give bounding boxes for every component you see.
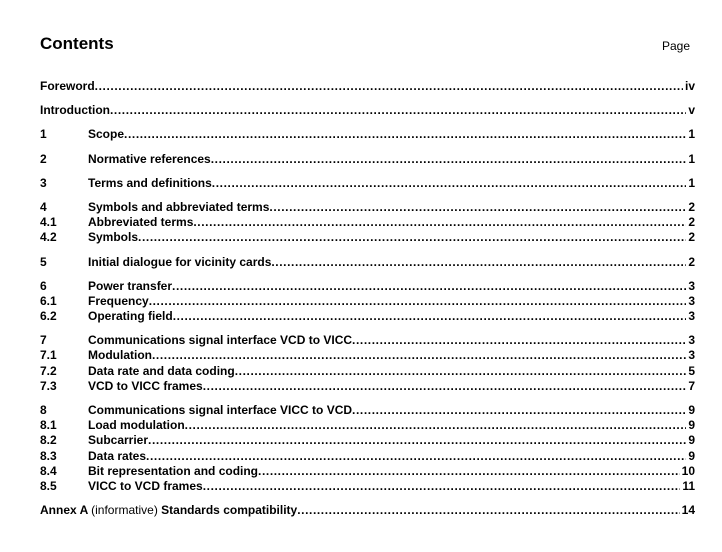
toc-leader-dots bbox=[124, 127, 686, 142]
toc-entry[interactable] bbox=[40, 279, 695, 294]
toc-entry-page: 14 bbox=[681, 503, 695, 518]
toc-entry-annex-a[interactable] bbox=[40, 503, 695, 518]
page-column-label: Page bbox=[661, 39, 690, 53]
toc-group bbox=[40, 333, 695, 394]
toc-group-annex bbox=[40, 503, 695, 518]
toc-entry-title: Foreword bbox=[40, 79, 95, 93]
toc-leader-dots bbox=[212, 176, 687, 191]
toc-entry-page: 1 bbox=[688, 175, 695, 190]
toc-entry[interactable] bbox=[40, 152, 695, 167]
contents-title: Contents bbox=[40, 34, 114, 53]
toc-entry-number: 5 bbox=[40, 254, 47, 269]
toc-group bbox=[40, 200, 695, 246]
toc-entry[interactable] bbox=[40, 255, 695, 270]
toc-entry-page: 10 bbox=[681, 463, 695, 478]
toc-entry-title: Initial dialogue for vicinity cards bbox=[88, 254, 272, 269]
toc-group bbox=[40, 403, 695, 494]
toc-leader-dots bbox=[193, 215, 686, 230]
toc-entry-title: Normative references bbox=[88, 151, 211, 166]
toc-entry-page: 9 bbox=[688, 433, 695, 448]
toc-entry-number: 4 bbox=[40, 199, 47, 214]
toc-entry-number: 8 bbox=[40, 403, 47, 417]
toc-entry-title bbox=[40, 503, 297, 518]
toc-leader-dots bbox=[258, 464, 680, 479]
table-of-contents bbox=[40, 79, 695, 518]
toc-entry-page: 2 bbox=[688, 215, 695, 230]
toc-entry-title: Scope bbox=[88, 127, 125, 142]
toc-entry-title: Introduction bbox=[40, 103, 110, 118]
toc-entry[interactable] bbox=[40, 215, 695, 230]
annex-title: Standards compatibility bbox=[161, 503, 298, 518]
toc-entry[interactable] bbox=[40, 364, 695, 379]
toc-entry-title: Operating field bbox=[88, 309, 173, 324]
toc-entry-page: 3 bbox=[688, 348, 695, 363]
toc-entry[interactable] bbox=[40, 449, 695, 464]
toc-entry-title: Modulation bbox=[88, 348, 152, 363]
toc-entry[interactable] bbox=[40, 464, 695, 479]
toc-entry-page: 5 bbox=[688, 363, 695, 378]
toc-entry-page: 2 bbox=[688, 199, 695, 214]
toc-leader-dots bbox=[110, 103, 686, 118]
toc-entry-page: v bbox=[688, 103, 695, 118]
toc-entry-title: Subcarrier bbox=[88, 433, 149, 448]
toc-leader-dots bbox=[185, 418, 687, 433]
toc-leader-dots bbox=[271, 255, 686, 270]
toc-entry-number: 7.1 bbox=[40, 348, 57, 363]
toc-leader-dots bbox=[173, 309, 687, 324]
toc-entry-number: 6 bbox=[40, 278, 47, 293]
toc-entry-number: 6.2 bbox=[40, 309, 57, 324]
toc-entry-number: 8.3 bbox=[40, 448, 57, 463]
toc-leader-dots bbox=[149, 294, 687, 309]
toc-entry-number: 8.5 bbox=[40, 478, 57, 493]
toc-entry-page: 9 bbox=[688, 448, 695, 463]
toc-group bbox=[40, 176, 695, 191]
toc-entry-title: Terms and definitions bbox=[88, 175, 212, 190]
toc-entry-page: 2 bbox=[688, 254, 695, 269]
toc-entry-number: 4.1 bbox=[40, 215, 57, 230]
toc-entry-page: 1 bbox=[688, 127, 695, 142]
toc-entry-title: Frequency bbox=[88, 293, 149, 308]
toc-leader-dots bbox=[148, 433, 686, 448]
toc-entry-title: VCD to VICC frames bbox=[88, 378, 203, 393]
toc-leader-dots bbox=[138, 230, 686, 245]
annex-label: Annex A bbox=[40, 503, 88, 518]
toc-entry-page: 3 bbox=[688, 333, 695, 348]
annex-note: (informative) bbox=[91, 503, 158, 518]
toc-leader-dots bbox=[172, 279, 686, 294]
toc-entry-number: 1 bbox=[40, 127, 47, 142]
toc-entry-number: 7.3 bbox=[40, 378, 57, 393]
toc-entry-page: 11 bbox=[682, 478, 695, 493]
toc-entry[interactable] bbox=[40, 127, 695, 142]
toc-entry-number: 7.2 bbox=[40, 363, 57, 378]
toc-leader-dots bbox=[203, 479, 681, 494]
toc-entry-title: Communications signal interface VICC to VCD bbox=[88, 403, 353, 417]
toc-entry-number: 8.4 bbox=[40, 463, 57, 478]
toc-entry-page: 9 bbox=[688, 403, 695, 417]
toc-entry[interactable] bbox=[40, 418, 695, 433]
toc-entry-number: 2 bbox=[40, 151, 47, 166]
toc-entry-page: iv bbox=[684, 79, 695, 93]
toc-entry[interactable] bbox=[40, 79, 695, 94]
toc-entry-title: Communications signal interface VCD to VICC bbox=[88, 333, 353, 348]
toc-leader-dots bbox=[352, 403, 686, 418]
toc-entry-page: 3 bbox=[688, 309, 695, 324]
toc-entry-page: 9 bbox=[688, 418, 695, 433]
toc-leader-dots bbox=[95, 79, 683, 94]
toc-entry[interactable] bbox=[40, 348, 695, 363]
toc-entry[interactable] bbox=[40, 103, 695, 118]
toc-entry[interactable] bbox=[40, 379, 695, 394]
toc-entry-page: 3 bbox=[688, 278, 695, 293]
toc-entry-page: 7 bbox=[688, 378, 695, 393]
toc-leader-dots bbox=[352, 333, 686, 348]
toc-leader-dots bbox=[269, 200, 686, 215]
toc-leader-dots bbox=[203, 379, 687, 394]
toc-entry-page: 2 bbox=[688, 230, 695, 245]
toc-group bbox=[40, 79, 695, 94]
toc-entry[interactable] bbox=[40, 176, 695, 191]
toc-entry-page: 1 bbox=[688, 151, 695, 166]
toc-entry-number: 7 bbox=[40, 333, 47, 348]
toc-entry-page: 3 bbox=[688, 293, 695, 308]
toc-group bbox=[40, 127, 695, 142]
toc-entry[interactable] bbox=[40, 200, 695, 215]
toc-entry[interactable] bbox=[40, 433, 695, 448]
toc-entry[interactable] bbox=[40, 230, 695, 245]
toc-leader-dots bbox=[211, 152, 687, 167]
toc-entry-number: 4.2 bbox=[40, 230, 57, 245]
toc-entry[interactable] bbox=[40, 309, 695, 324]
toc-group bbox=[40, 103, 695, 118]
toc-group bbox=[40, 255, 695, 270]
toc-entry[interactable] bbox=[40, 403, 695, 418]
toc-entry-title: Bit representation and coding bbox=[88, 463, 259, 478]
toc-entry-title: VICC to VCD frames bbox=[88, 478, 203, 493]
toc-entry-title: Load modulation bbox=[88, 418, 185, 433]
toc-entry-title: Data rate and data coding bbox=[88, 363, 235, 378]
toc-leader-dots bbox=[152, 348, 686, 363]
toc-group bbox=[40, 152, 695, 167]
toc-entry-title: Abbreviated terms bbox=[88, 215, 194, 230]
toc-entry-number: 6.1 bbox=[40, 293, 57, 308]
toc-leader-dots bbox=[235, 364, 687, 379]
toc-leader-dots bbox=[297, 503, 679, 518]
toc-entry-number: 3 bbox=[40, 175, 47, 190]
toc-entry[interactable] bbox=[40, 479, 695, 494]
toc-leader-dots bbox=[146, 449, 686, 464]
toc-entry-title: Symbols and abbreviated terms bbox=[88, 199, 270, 214]
toc-entry-title: Data rates bbox=[88, 448, 147, 463]
toc-entry[interactable] bbox=[40, 333, 695, 348]
toc-entry-title: Power transfer bbox=[88, 278, 173, 293]
toc-group bbox=[40, 279, 695, 325]
toc-entry-number: 8.1 bbox=[40, 418, 57, 433]
toc-entry-number: 8.2 bbox=[40, 433, 57, 448]
toc-entry[interactable] bbox=[40, 294, 695, 309]
toc-entry-title: Symbols bbox=[88, 230, 139, 245]
